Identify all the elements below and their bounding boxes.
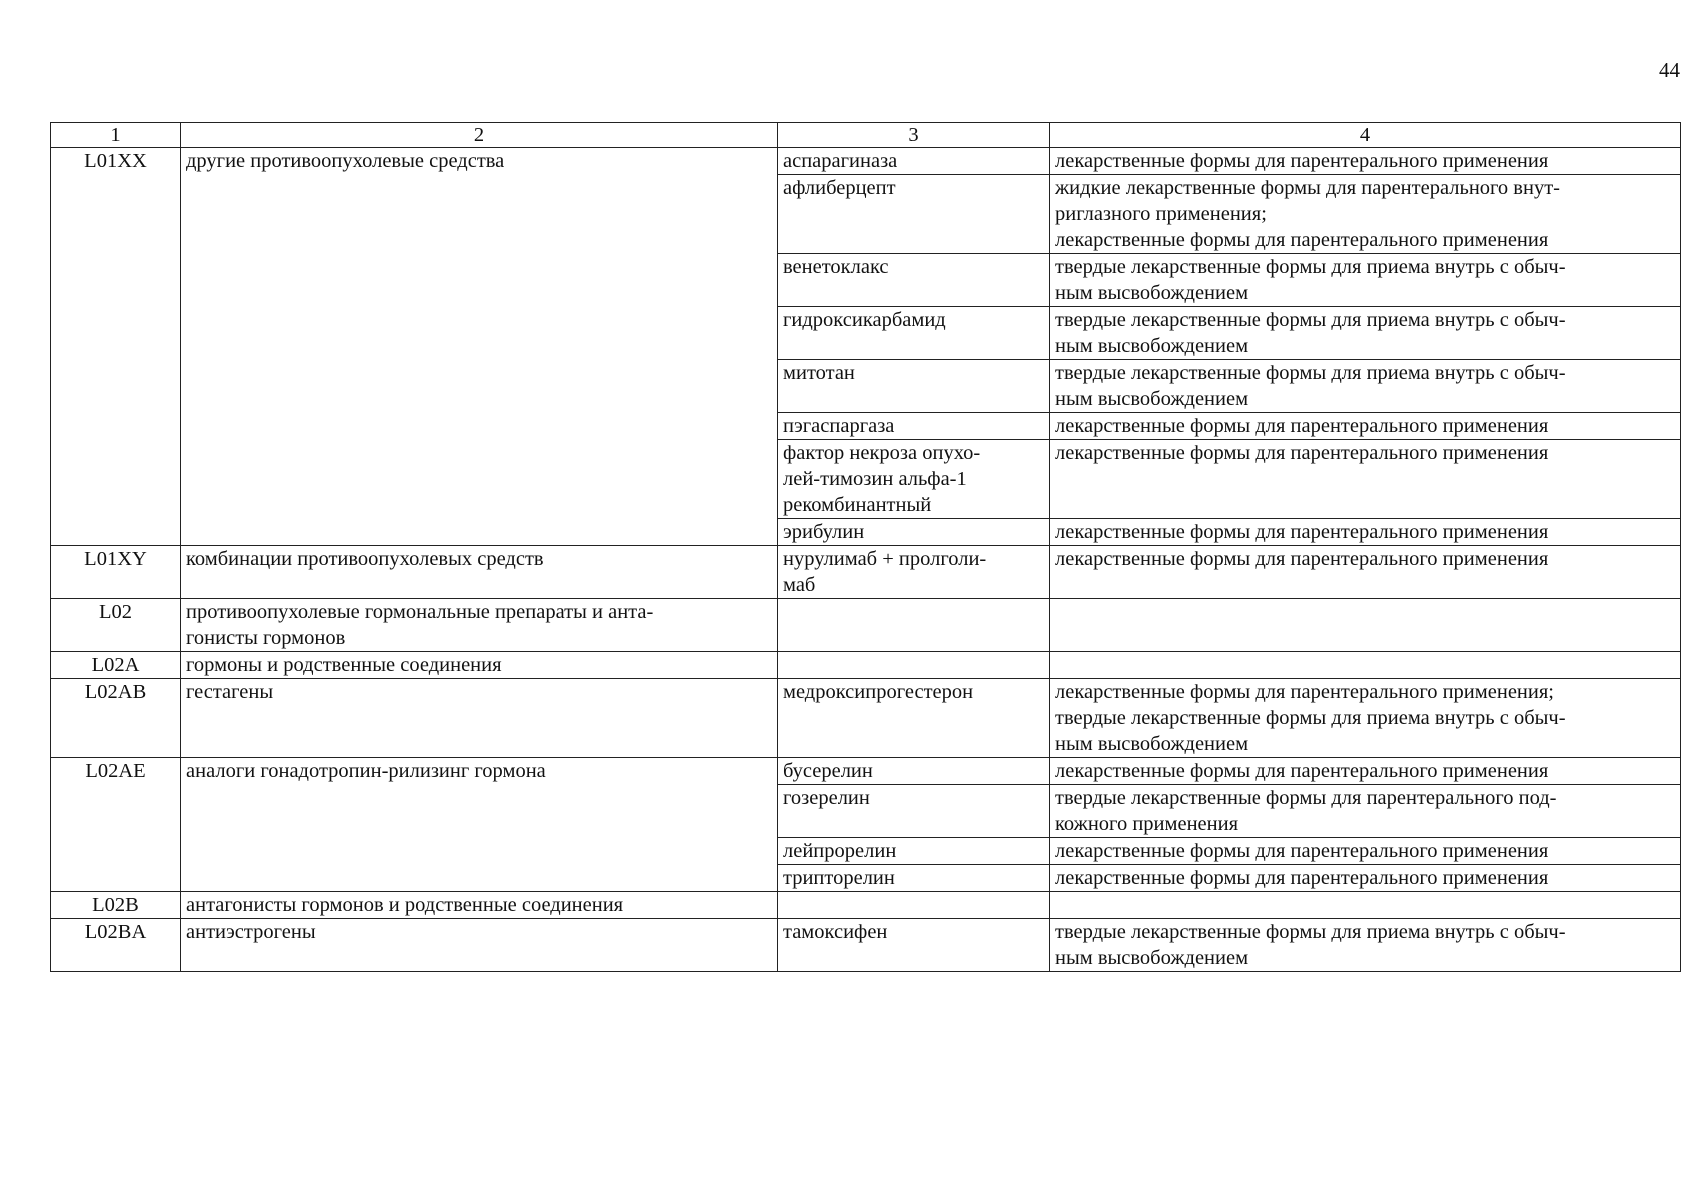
atc-code-cell: L02AB <box>51 679 181 758</box>
dosage-form-cell <box>1050 175 1681 254</box>
dosage-form-cell <box>1050 360 1681 413</box>
drug-name-cell <box>778 519 1050 546</box>
dosage-form-line: жидкие лекарственные формы для парентерального внут- <box>1055 177 1560 199</box>
drug-name-cell <box>778 599 1050 652</box>
table-row <box>51 652 1681 679</box>
group-name-cell: гормоны и родственные соединения <box>181 652 778 679</box>
drug-name-line: афлиберцепт <box>783 177 896 199</box>
dosage-form-line: лекарственные формы для парентерального применения <box>1055 521 1549 543</box>
dosage-form-line: лекарственные формы для парентерального применения <box>1055 442 1549 464</box>
atc-code-cell: L02AE <box>51 758 181 892</box>
table-row <box>51 892 1681 919</box>
group-name-cell: противоопухолевые гормональные препараты и анта- гонисты гормонов <box>181 599 778 652</box>
drug-name-line: бусерелин <box>783 760 873 782</box>
drug-name-cell <box>778 652 1050 679</box>
drug-name-cell <box>778 360 1050 413</box>
drug-name-line: фактор некроза опухо- <box>783 442 981 464</box>
group-name-cell: антиэстрогены <box>181 919 778 972</box>
dosage-form-line: твердые лекарственные формы для приема внутрь с обыч- <box>1055 362 1566 384</box>
dosage-form-line: лекарственные формы для парентерального применения <box>1055 867 1549 889</box>
drug-name-cell <box>778 307 1050 360</box>
drug-name-cell <box>778 838 1050 865</box>
table-row <box>51 148 1681 175</box>
drug-table <box>50 122 1681 972</box>
drug-name-line: лей-тимозин альфа-1 <box>783 468 967 490</box>
header-cell-4: 4 <box>1050 123 1681 148</box>
group-name-cell: комбинации противоопухолевых средств <box>181 546 778 599</box>
group-name-cell: гестагены <box>181 679 778 758</box>
drug-name-cell <box>778 679 1050 758</box>
table-row <box>51 599 1681 652</box>
dosage-form-cell <box>1050 785 1681 838</box>
drug-name-line: эрибулин <box>783 521 865 543</box>
atc-code-cell: L02B <box>51 892 181 919</box>
drug-name-line: венетоклакс <box>783 256 889 278</box>
atc-code-cell: L01XX <box>51 148 181 546</box>
page-number: 44 <box>1659 58 1680 82</box>
table-body <box>51 123 1681 972</box>
drug-name-cell <box>778 546 1050 599</box>
drug-name-cell <box>778 865 1050 892</box>
dosage-form-line: лекарственные формы для парентерального применения <box>1055 760 1549 782</box>
drug-name-line: трипторелин <box>783 867 895 889</box>
dosage-form-cell <box>1050 892 1681 919</box>
dosage-form-cell <box>1050 546 1681 599</box>
drug-name-line: аспарагиназа <box>783 150 898 172</box>
dosage-form-line: ным высвобождением <box>1055 335 1249 357</box>
dosage-form-cell <box>1050 148 1681 175</box>
dosage-form-line: ным высвобождением <box>1055 947 1249 969</box>
group-name-cell: другие противоопухолевые средства <box>181 148 778 546</box>
table-row <box>51 919 1681 972</box>
drug-name-line: митотан <box>783 362 855 384</box>
group-name-cell: аналоги гонадотропин-рилизинг гормона <box>181 758 778 892</box>
dosage-form-line: ным высвобождением <box>1055 733 1249 755</box>
drug-name-line: медроксипрогестерон <box>783 681 974 703</box>
drug-name-line: гозерелин <box>783 787 870 809</box>
dosage-form-line: ным высвобождением <box>1055 388 1249 410</box>
dosage-form-cell <box>1050 307 1681 360</box>
dosage-form-line: твердые лекарственные формы для приема внутрь с обыч- <box>1055 256 1566 278</box>
drug-name-cell <box>778 413 1050 440</box>
drug-name-cell <box>778 892 1050 919</box>
drug-name-cell <box>778 785 1050 838</box>
drug-name-cell <box>778 919 1050 972</box>
dosage-form-line: лекарственные формы для парентерального применения <box>1055 415 1549 437</box>
drug-name-line: рекомбинантный <box>783 494 932 516</box>
dosage-form-line: твердые лекарственные формы для приема внутрь с обыч- <box>1055 707 1566 729</box>
drug-name-cell <box>778 440 1050 519</box>
dosage-form-line: лекарственные формы для парентерального применения <box>1055 840 1549 862</box>
header-cell-3: 3 <box>778 123 1050 148</box>
table-row <box>51 679 1681 758</box>
drug-name-cell <box>778 254 1050 307</box>
dosage-form-cell <box>1050 652 1681 679</box>
dosage-form-cell <box>1050 838 1681 865</box>
dosage-form-cell <box>1050 254 1681 307</box>
drug-name-line: лейпрорелин <box>783 840 897 862</box>
drug-name-cell <box>778 758 1050 785</box>
drug-name-line: маб <box>783 574 816 596</box>
group-name-cell: антагонисты гормонов и родственные соединения <box>181 892 778 919</box>
atc-code-cell: L02 <box>51 599 181 652</box>
drug-name-cell <box>778 148 1050 175</box>
dosage-form-cell <box>1050 865 1681 892</box>
atc-code-cell: L02BA <box>51 919 181 972</box>
dosage-form-cell <box>1050 919 1681 972</box>
drug-name-cell <box>778 175 1050 254</box>
dosage-form-line: твердые лекарственные формы для приема внутрь с обыч- <box>1055 309 1566 331</box>
dosage-form-cell <box>1050 413 1681 440</box>
drug-name-line: пэгаспаргаза <box>783 415 895 437</box>
dosage-form-cell <box>1050 440 1681 519</box>
dosage-form-line: кожного применения <box>1055 813 1239 835</box>
dosage-form-cell <box>1050 758 1681 785</box>
table-row <box>51 546 1681 599</box>
atc-code-cell: L02A <box>51 652 181 679</box>
header-cell-2: 2 <box>181 123 778 148</box>
dosage-form-line: риглазного применения; <box>1055 203 1267 225</box>
dosage-form-cell <box>1050 519 1681 546</box>
dosage-form-cell <box>1050 599 1681 652</box>
dosage-form-line: твердые лекарственные формы для парентерального под- <box>1055 787 1557 809</box>
table-row <box>51 758 1681 785</box>
atc-code-cell: L01XY <box>51 546 181 599</box>
dosage-form-cell <box>1050 679 1681 758</box>
dosage-form-line: лекарственные формы для парентерального применения; <box>1055 681 1554 703</box>
dosage-form-line: лекарственные формы для парентерального применения <box>1055 548 1549 570</box>
drug-name-line: тамоксифен <box>783 921 888 943</box>
header-cell-1: 1 <box>51 123 181 148</box>
drug-name-line: нурулимаб + пролголи- <box>783 548 987 570</box>
header-row <box>51 123 1681 148</box>
dosage-form-line: твердые лекарственные формы для приема внутрь с обыч- <box>1055 921 1566 943</box>
dosage-form-line: лекарственные формы для парентерального применения <box>1055 229 1549 251</box>
drug-name-line: гидроксикарбамид <box>783 309 946 331</box>
dosage-form-line: лекарственные формы для парентерального применения <box>1055 150 1549 172</box>
dosage-form-line: ным высвобождением <box>1055 282 1249 304</box>
